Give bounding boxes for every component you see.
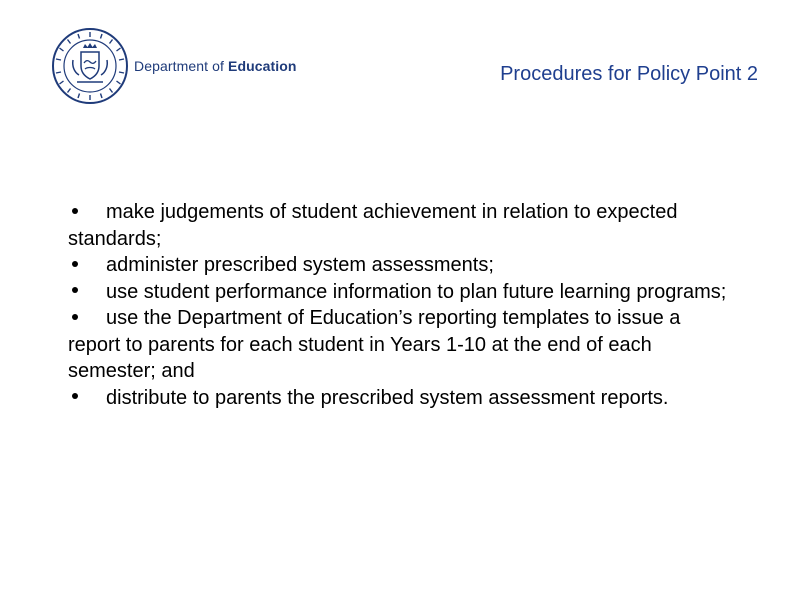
list-item <box>68 199 728 252</box>
bullet-icon <box>72 393 78 399</box>
department-brand-name <box>134 58 297 74</box>
brand-prefix: Department of <box>134 58 228 74</box>
list-item <box>68 279 728 306</box>
list-item <box>68 305 728 385</box>
list-item <box>68 252 728 279</box>
page-title: Procedures for Policy Point 2 <box>500 63 758 85</box>
wa-government-crest-icon <box>50 26 130 106</box>
list-item-text: make judgements of student achievement in relation to expected standards; <box>68 201 678 250</box>
list-item <box>68 385 728 412</box>
bullet-list <box>68 199 728 411</box>
list-item-text: administer prescribed system assessments; <box>106 254 494 276</box>
bullet-icon <box>72 261 78 267</box>
bullet-icon <box>72 287 78 293</box>
list-item-text: use the Department of Education’s reporting templates to issue a report to parents for each student in Years 1-10 at the end of each semester; and <box>68 307 681 382</box>
list-item-text: distribute to parents the prescribed system assessment reports. <box>106 386 669 409</box>
bullet-icon <box>72 208 78 214</box>
brand-emphasis: Education <box>228 58 297 74</box>
page-header <box>0 0 794 110</box>
list-item-text: use student performance information to plan future learning programs; <box>106 280 727 303</box>
bullet-icon <box>72 314 78 320</box>
